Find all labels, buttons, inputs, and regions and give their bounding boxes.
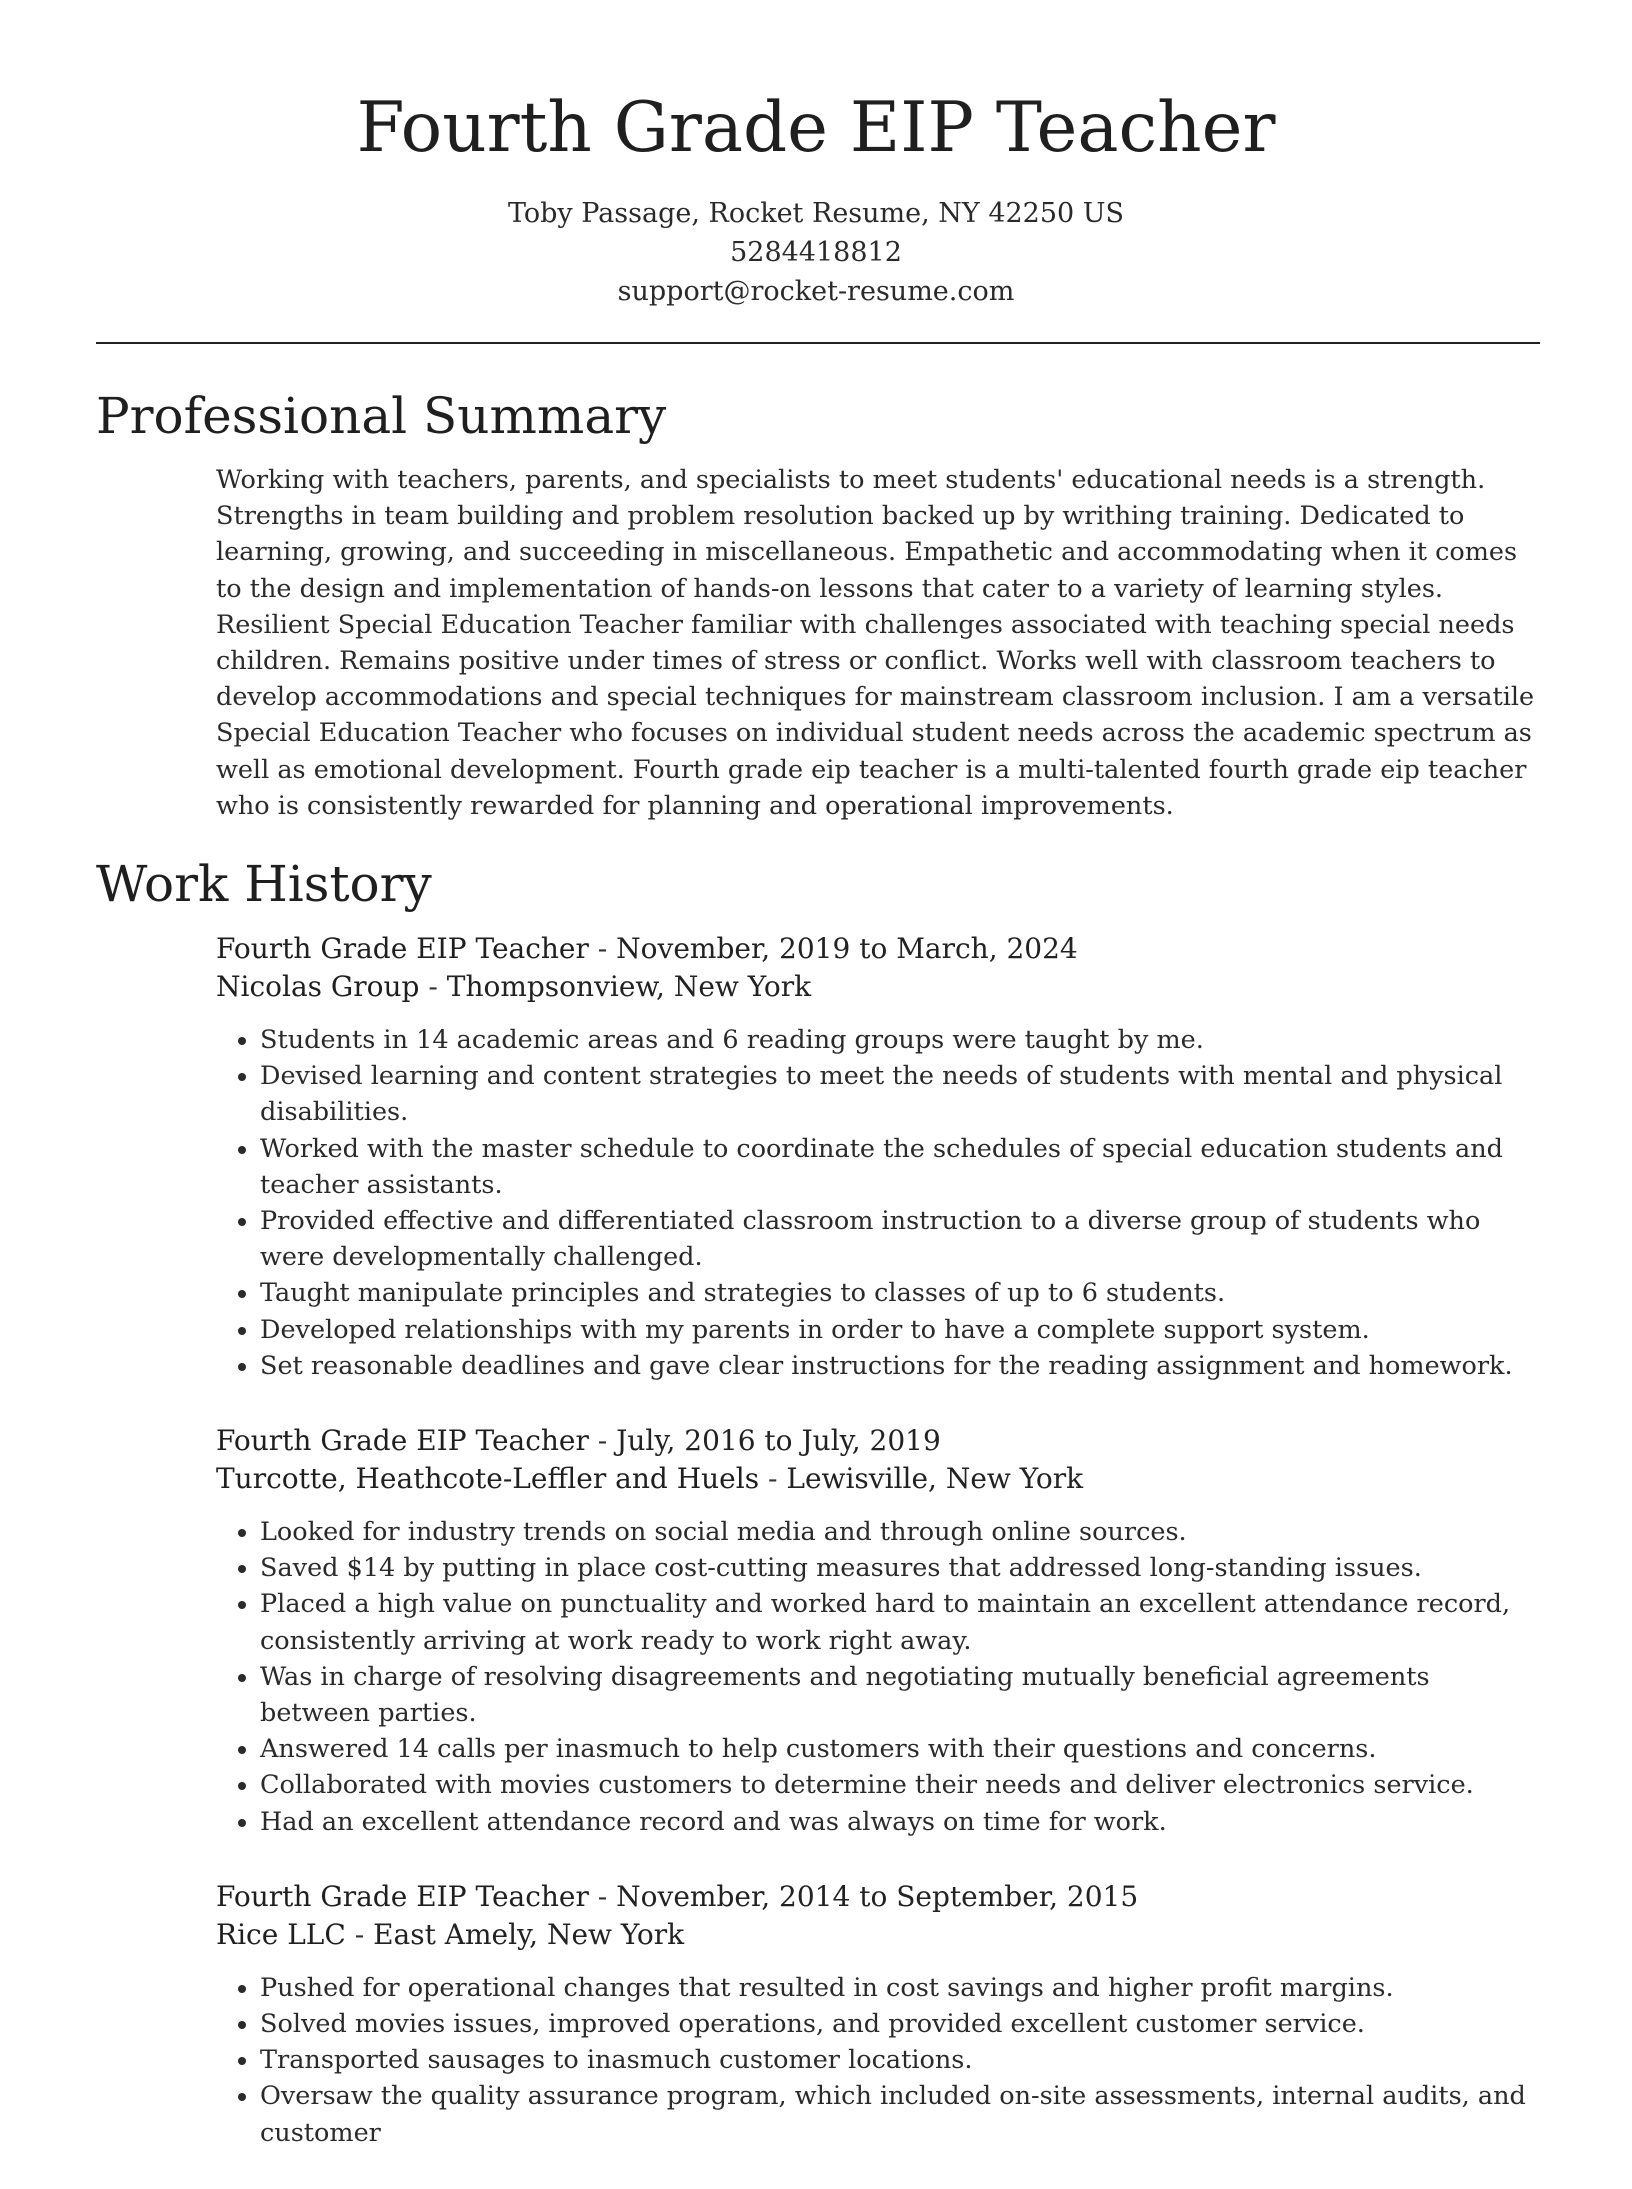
list-item: • Collaborated with movies customers to determine their needs and deliver electronics service. bbox=[260, 1767, 1546, 1803]
job-location: East Amely, New York bbox=[373, 1917, 685, 1951]
list-item: • Students in 14 academic areas and 6 reading groups were taught by me. bbox=[260, 1022, 1546, 1058]
job-dates: November, 2014 to September, 2015 bbox=[616, 1879, 1139, 1913]
work-history-list bbox=[216, 930, 1546, 2189]
summary-heading: Professional Summary bbox=[96, 387, 667, 445]
job-company: Nicolas Group bbox=[216, 970, 420, 1003]
job-dates: November, 2019 to March, 2024 bbox=[616, 932, 1078, 965]
job-company: Turcotte, Heathcote-Leffler and Huels bbox=[216, 1462, 760, 1496]
list-item: • Placed a high value on punctuality and worked hard to maintain an excellent attendance record, consistently arriving at work ready to work right away. bbox=[260, 1586, 1546, 1658]
job-title: Fourth Grade EIP Teacher bbox=[216, 1879, 589, 1913]
list-item: • Transported sausages to inasmuch customer locations. bbox=[260, 2042, 1546, 2078]
list-item: • Set reasonable deadlines and gave clear instructions for the reading assignment and homework. bbox=[260, 1348, 1546, 1384]
list-item: • Was in charge of resolving disagreements and negotiating mutually beneficial agreements between parties. bbox=[260, 1659, 1546, 1731]
job-company-line: Nicolas Group - Thompsonview, New York bbox=[216, 970, 812, 1003]
list-item: • Saved $14 by putting in place cost-cutting measures that addressed long-standing issues. bbox=[260, 1550, 1546, 1586]
work-history-heading: Work History bbox=[96, 855, 432, 913]
contact-phone: 5284418812 bbox=[730, 237, 902, 268]
header-divider bbox=[96, 342, 1540, 344]
job-entry bbox=[216, 1422, 1546, 1840]
job-dates: July, 2016 to July, 2019 bbox=[616, 1424, 941, 1458]
list-item: • Solved movies issues, improved operations, and provided excellent customer service. bbox=[260, 2006, 1546, 2042]
resume-header bbox=[0, 0, 1632, 311]
job-bullets bbox=[216, 1514, 1546, 1840]
job-title-line: Fourth Grade EIP Teacher - November, 2019 to March, 2024 bbox=[216, 932, 1078, 965]
job-bullets bbox=[216, 1022, 1546, 1384]
contact-info bbox=[0, 194, 1632, 311]
list-item: • Worked with the master schedule to coordinate the schedules of special education students and teacher assistants. bbox=[260, 1131, 1546, 1203]
list-item: • Taught manipulate principles and strategies to classes of up to 6 students. bbox=[260, 1275, 1546, 1311]
job-company: Rice LLC bbox=[216, 1917, 346, 1951]
job-bullets bbox=[216, 1970, 1546, 2151]
list-item: • Developed relationships with my parents in order to have a complete support system. bbox=[260, 1312, 1546, 1348]
job-location: Lewisville, New York bbox=[786, 1462, 1084, 1496]
job-entry bbox=[216, 1878, 1546, 2151]
list-item: • Looked for industry trends on social media and through online sources. bbox=[260, 1514, 1546, 1550]
job-company-line: Turcotte, Heathcote-Leffler and Huels - Lewisville, New York bbox=[216, 1462, 1084, 1496]
list-item: • Pushed for operational changes that resulted in cost savings and higher profit margins. bbox=[260, 1970, 1546, 2006]
job-title-line: Fourth Grade EIP Teacher - July, 2016 to July, 2019 bbox=[216, 1424, 941, 1458]
document-title: Fourth Grade EIP Teacher bbox=[356, 88, 1276, 168]
list-item: • Had an excellent attendance record and was always on time for work. bbox=[260, 1804, 1546, 1840]
job-location: Thompsonview, New York bbox=[446, 970, 812, 1003]
job-title: Fourth Grade EIP Teacher bbox=[216, 1424, 589, 1458]
contact-address: Toby Passage, Rocket Resume, NY 42250 US bbox=[507, 198, 1125, 229]
summary-text: Working with teachers, parents, and specialists to meet students' educational needs is a strength. Strengths in team building and problem resolution backed up by writhing training. Dedicated to learning, growing, and succeeding in miscellaneous. Empathetic and accommodating when it comes to the design and implementation of hands-on lessons that cater to a variety of learning styles. Resilient Special Education Teacher familiar with challenges associated with teaching special needs children. Remains positive under times of stress or conflict. Works well with classroom teachers to develop accommodations and special techniques for mainstream classroom inclusion. I am a versatile Special Education Teacher who focuses on individual student needs across the academic spectrum as well as emotional development. Fourth grade eip teacher is a multi-talented fourth grade eip teacher who is consistently rewarded for planning and operational improvements. bbox=[216, 465, 1535, 821]
job-title: Fourth Grade EIP Teacher bbox=[216, 932, 589, 965]
job-company-line: Rice LLC - East Amely, New York bbox=[216, 1917, 685, 1951]
job-entry bbox=[216, 930, 1546, 1384]
list-item: • Oversaw the quality assurance program, which included on-site assessments, internal audits, and customer bbox=[260, 2078, 1546, 2150]
job-title-line: Fourth Grade EIP Teacher - November, 2014 to September, 2015 bbox=[216, 1879, 1139, 1913]
list-item: • Answered 14 calls per inasmuch to help customers with their questions and concerns. bbox=[260, 1731, 1546, 1767]
list-item: • Provided effective and differentiated classroom instruction to a diverse group of students who were developmentally challenged. bbox=[260, 1203, 1546, 1275]
list-item: • Devised learning and content strategies to meet the needs of students with mental and physical disabilities. bbox=[260, 1058, 1546, 1130]
contact-email: support@rocket-resume.com bbox=[617, 276, 1015, 307]
